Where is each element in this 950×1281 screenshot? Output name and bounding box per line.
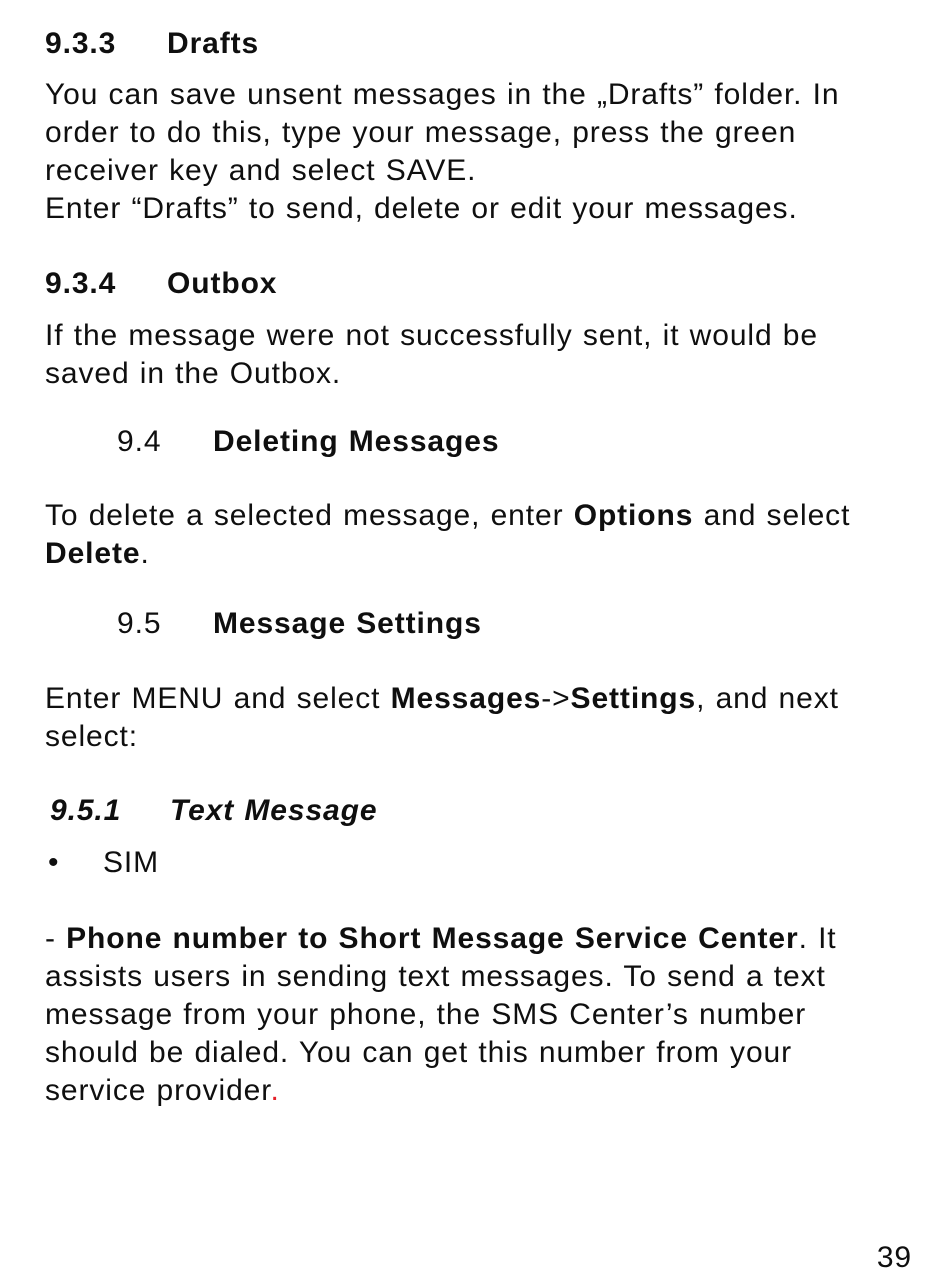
text-run-bold: Settings [570, 682, 697, 715]
text-line: saved in the Outbox. [45, 357, 342, 390]
text-line [45, 497, 912, 535]
section-number: 9.3.4 [45, 267, 117, 300]
section-number: 9.5 [117, 607, 162, 640]
section-title: Message Settings [213, 607, 482, 640]
text-line [45, 920, 912, 958]
text-line: If the message were not successfully sent, it would be [45, 319, 818, 352]
text-line [45, 680, 912, 718]
section-title: Drafts [167, 27, 260, 60]
text-line: assists users in sending text messages. To send a text [45, 960, 826, 993]
text-line: message from your phone, the SMS Center’s number [45, 998, 807, 1031]
text-run: Enter MENU and select [45, 682, 391, 715]
section-heading-9-3-4 [45, 265, 912, 303]
section-number: 9.3.3 [45, 27, 117, 60]
text-run: - [45, 922, 67, 955]
paragraph-outbox [45, 317, 912, 393]
text-run-bold: Messages [390, 682, 542, 715]
section-title: Text Message [170, 794, 378, 827]
text-line [45, 535, 912, 573]
section-number: 9.4 [117, 425, 162, 458]
paragraph-sms-center [45, 920, 912, 1110]
bullet-list-item [45, 844, 912, 882]
red-period: . [270, 1074, 280, 1107]
text-run-bold: Options [573, 499, 694, 532]
text-run: To delete a selected message, enter [45, 499, 574, 532]
text-run: , and next [696, 682, 839, 715]
text-line: select: [45, 720, 139, 753]
bullet-icon: • [48, 846, 60, 879]
text-run: service provider [45, 1074, 271, 1107]
section-number: 9.5.1 [50, 794, 122, 827]
paragraph-drafts [45, 76, 912, 228]
text-line: Enter “Drafts” to send, delete or edit your messages. [45, 192, 798, 225]
section-heading-9-5-1 [45, 792, 912, 830]
text-run: . [140, 537, 150, 570]
text-run-bold: Phone number to Short Message Service Center [66, 922, 799, 955]
text-line [45, 1072, 912, 1110]
text-run: -> [541, 682, 571, 715]
text-line: You can save unsent messages in the „Drafts” folder. In [45, 78, 840, 111]
text-line: receiver key and select SAVE. [45, 154, 477, 187]
paragraph-message-settings [45, 680, 912, 756]
section-title: Deleting Messages [213, 425, 500, 458]
text-run: . It [798, 922, 837, 955]
paragraph-deleting-messages [45, 497, 912, 573]
section-heading-9-4 [45, 423, 912, 461]
section-heading-9-3-3 [45, 25, 912, 63]
text-run-bold: Delete [45, 537, 141, 570]
text-run: and select [693, 499, 851, 532]
section-heading-9-5 [45, 605, 912, 643]
bullet-text: SIM [103, 846, 160, 879]
page-number: 39 [876, 1241, 912, 1274]
text-line: order to do this, type your message, press the green [45, 116, 797, 149]
section-title: Outbox [167, 267, 278, 300]
text-line: should be dialed. You can get this number from your [45, 1036, 793, 1069]
